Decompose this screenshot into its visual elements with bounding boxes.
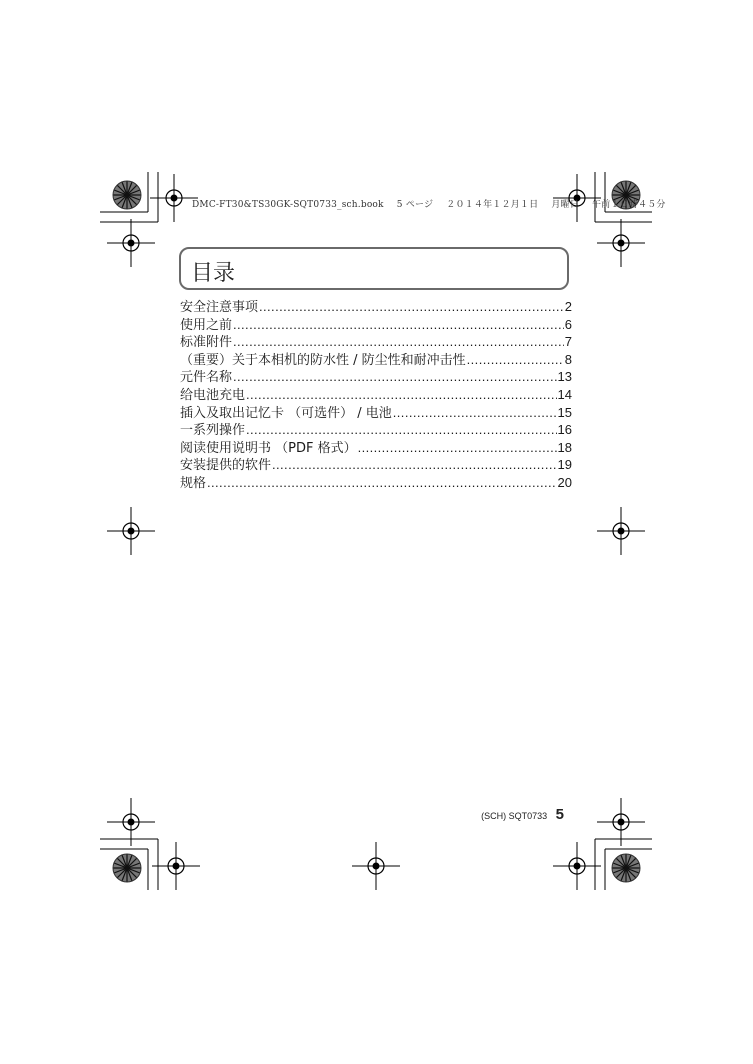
toc-leader-dots [233, 334, 564, 351]
page-number: 5 [555, 806, 564, 823]
toc-entry-title: 插入及取出记忆卡 （可选件） / 电池 [180, 405, 392, 421]
toc-entry-page: 16 [557, 422, 572, 438]
toc-entry-title: 一系列操作 [180, 423, 246, 439]
toc-entry-page: 6 [564, 316, 572, 332]
toc-leader-dots [467, 352, 564, 369]
print-slug [192, 197, 676, 210]
toc-entry-page: 14 [557, 386, 572, 402]
toc-entry[interactable] [180, 457, 572, 475]
toc-entry-title: 使用之前 [180, 317, 233, 333]
toc-leader-dots [259, 299, 564, 316]
page-title: 目录 [191, 261, 236, 286]
toc-entry[interactable] [180, 317, 572, 335]
slug-time: 午前１０時４５分 [592, 200, 666, 210]
toc-entry-title: 规格 [180, 475, 207, 491]
table-of-contents [180, 299, 572, 493]
toc-leader-dots [246, 387, 557, 404]
toc-entry-title: （重要）关于本相机的防水性 / 防尘性和耐冲击性 [180, 352, 466, 368]
toc-entry-title: 给电池充电 [180, 387, 246, 403]
title-box [179, 247, 569, 290]
toc-entry-page: 20 [557, 474, 572, 490]
toc-entry-page: 8 [564, 351, 572, 367]
toc-entry-title: 元件名称 [180, 370, 233, 386]
toc-entry[interactable] [180, 475, 572, 493]
toc-entry-page: 13 [557, 369, 572, 385]
toc-entry-page: 18 [557, 439, 572, 455]
toc-entry[interactable] [180, 405, 572, 423]
toc-entry-page: 19 [557, 457, 572, 473]
toc-leader-dots [233, 369, 557, 386]
toc-entry-title: 标准附件 [180, 335, 233, 351]
toc-entry[interactable] [180, 334, 572, 352]
toc-entry-page: 2 [564, 299, 572, 314]
toc-entry-title: 安装提供的软件 [180, 458, 272, 474]
toc-entry-title: 安全注意事项 [180, 300, 259, 315]
slug-weekday: 月曜日 [551, 200, 579, 210]
slug-date: ２０１４年１２月１日 [446, 200, 539, 210]
toc-leader-dots [393, 405, 557, 422]
toc-entry[interactable] [180, 387, 572, 405]
toc-entry[interactable] [180, 422, 572, 440]
toc-entry[interactable] [180, 352, 572, 370]
toc-leader-dots [207, 475, 557, 492]
page-footer [481, 806, 564, 824]
toc-leader-dots [246, 422, 557, 439]
toc-leader-dots [358, 440, 557, 457]
toc-entry[interactable] [180, 369, 572, 387]
toc-leader-dots [233, 317, 564, 334]
toc-entry-page: 7 [564, 334, 572, 350]
doc-code: (SCH) SQT0733 [481, 811, 548, 821]
toc-entry-page: 15 [557, 404, 572, 420]
toc-entry[interactable] [180, 440, 572, 458]
slug-filename: DMC-FT30&TS30GK-SQT0733_sch.book [192, 200, 384, 210]
slug-page: 5 ページ [396, 200, 434, 210]
toc-entry[interactable] [180, 299, 572, 317]
toc-leader-dots [272, 457, 557, 474]
toc-entry-title: 阅读使用说明书 （PDF 格式） [180, 440, 357, 456]
